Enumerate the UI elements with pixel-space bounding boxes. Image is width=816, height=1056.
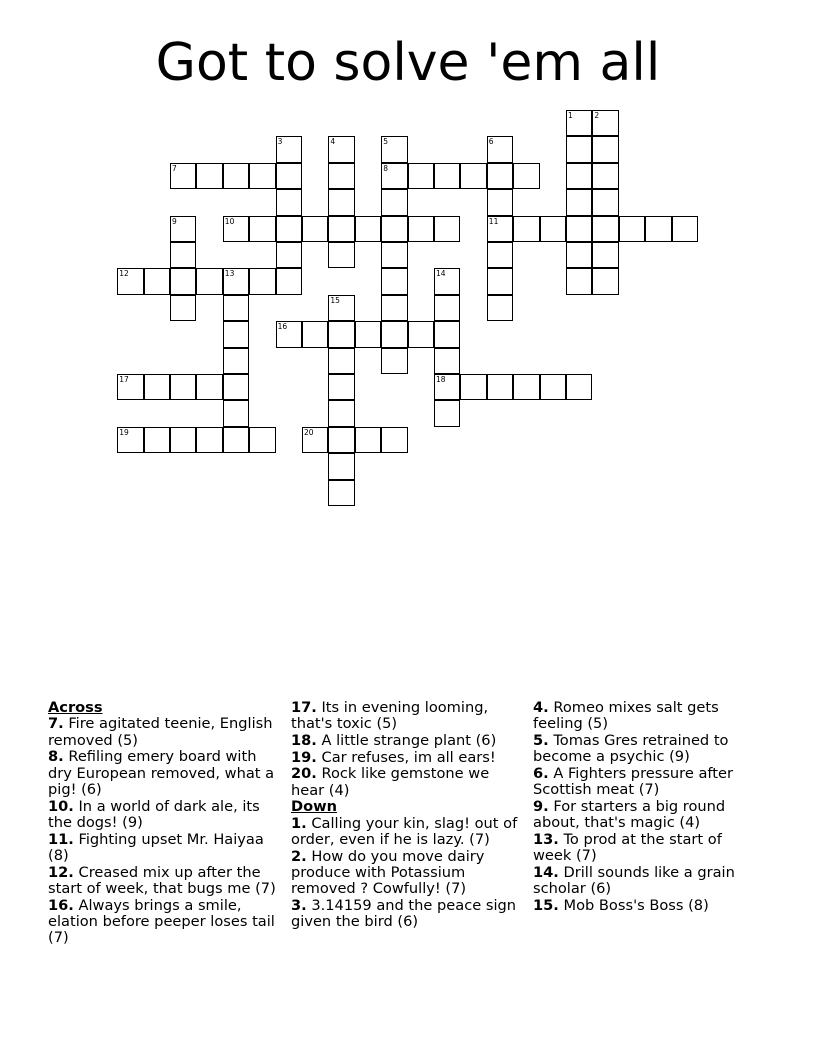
grid-cell[interactable] bbox=[302, 216, 328, 242]
clue-number: 11. bbox=[48, 830, 74, 848]
puzzle-title: Got to solve 'em all bbox=[155, 33, 661, 93]
across-clue bbox=[291, 750, 523, 766]
grid-cell[interactable] bbox=[381, 216, 407, 242]
across-clue bbox=[48, 865, 280, 898]
grid-cell[interactable] bbox=[434, 216, 460, 242]
grid-cell[interactable] bbox=[328, 295, 354, 321]
grid-cell[interactable] bbox=[487, 374, 513, 400]
grid-cell[interactable] bbox=[566, 374, 592, 400]
grid-cell[interactable] bbox=[249, 216, 275, 242]
grid-cell[interactable] bbox=[302, 427, 328, 453]
grid-cell[interactable] bbox=[276, 242, 302, 268]
grid-cell[interactable] bbox=[117, 374, 143, 400]
grid-cell[interactable] bbox=[355, 321, 381, 347]
grid-cell[interactable] bbox=[223, 295, 249, 321]
clue-text: Mob Boss's Boss (8) bbox=[563, 896, 709, 914]
clue-text: Romeo mixes salt gets feeling (5) bbox=[533, 699, 719, 733]
clue-number: 12. bbox=[48, 863, 74, 881]
grid-cell[interactable] bbox=[566, 189, 592, 215]
grid-cell[interactable] bbox=[328, 163, 354, 189]
down-clue bbox=[533, 799, 763, 832]
cell-number: 8 bbox=[383, 163, 388, 173]
grid-cell[interactable] bbox=[381, 136, 407, 162]
grid-cell[interactable] bbox=[196, 374, 222, 400]
grid-cell[interactable] bbox=[408, 216, 434, 242]
grid-cell[interactable] bbox=[513, 216, 539, 242]
grid-cell[interactable] bbox=[355, 216, 381, 242]
down-clue bbox=[291, 849, 523, 898]
grid-cell[interactable] bbox=[196, 427, 222, 453]
grid-cell[interactable] bbox=[328, 321, 354, 347]
cell-number: 1 bbox=[568, 111, 573, 120]
clue-number: 15. bbox=[533, 896, 559, 914]
grid-cell[interactable] bbox=[302, 321, 328, 347]
cell-number: 12 bbox=[119, 269, 129, 279]
grid-cell[interactable] bbox=[434, 321, 460, 347]
grid-cell[interactable] bbox=[223, 427, 249, 453]
grid-cell[interactable] bbox=[592, 189, 618, 215]
clue-number: 4. bbox=[533, 699, 549, 716]
clue-number: 19. bbox=[291, 748, 317, 766]
clue-number: 9. bbox=[533, 797, 549, 815]
grid-cell[interactable] bbox=[487, 242, 513, 268]
grid-cell[interactable] bbox=[276, 189, 302, 215]
grid-cell[interactable] bbox=[170, 295, 196, 321]
grid-cell[interactable] bbox=[144, 427, 170, 453]
across-clue bbox=[291, 733, 523, 749]
clue-text: Rock like gemstone we hear (4) bbox=[291, 765, 490, 799]
grid-cell[interactable] bbox=[513, 163, 539, 189]
cell-number: 10 bbox=[224, 216, 235, 226]
grid-cell[interactable] bbox=[381, 268, 407, 294]
cell-number: 18 bbox=[436, 375, 446, 384]
clue-text: Drill sounds like a grain scholar (6) bbox=[533, 863, 735, 898]
grid-cell[interactable] bbox=[223, 348, 249, 374]
cell-number: 14 bbox=[436, 269, 446, 279]
clue-text: Always brings a smile, elation before peeper loses tail (7) bbox=[48, 896, 275, 947]
grid-cell[interactable] bbox=[619, 216, 645, 242]
grid-cell[interactable] bbox=[487, 268, 513, 294]
crossword-grid bbox=[0, 0, 816, 520]
grid-cell[interactable] bbox=[117, 268, 143, 294]
grid-cell[interactable] bbox=[381, 242, 407, 268]
cell-number: 16 bbox=[277, 322, 288, 332]
cell-number: 19 bbox=[119, 427, 129, 437]
grid-cell[interactable] bbox=[328, 348, 354, 374]
cell-number: 9 bbox=[172, 216, 177, 226]
grid-cell[interactable] bbox=[592, 136, 618, 162]
grid-cell[interactable] bbox=[328, 480, 354, 506]
grid-cell[interactable] bbox=[566, 268, 592, 294]
clue-text: Tomas Gres retrained to become a psychic (9) bbox=[533, 731, 729, 766]
grid-cell[interactable] bbox=[408, 321, 434, 347]
grid-cell[interactable] bbox=[170, 427, 196, 453]
grid-cell[interactable] bbox=[249, 163, 275, 189]
clue-number: 14. bbox=[533, 863, 559, 881]
clue-number: 20. bbox=[291, 765, 317, 783]
grid-cell[interactable] bbox=[645, 216, 671, 242]
grid-cell[interactable] bbox=[328, 427, 354, 453]
grid-cell[interactable] bbox=[672, 216, 698, 242]
clue-text: Creased mix up after the start of week, that bugs me (7) bbox=[48, 863, 276, 897]
grid-cell[interactable] bbox=[566, 216, 592, 242]
cell-number: 20 bbox=[304, 427, 314, 437]
grid-cell[interactable] bbox=[434, 374, 460, 400]
grid-cell[interactable] bbox=[223, 374, 249, 400]
grid-cell[interactable] bbox=[381, 348, 407, 374]
across-clue bbox=[48, 799, 280, 832]
grid-cell[interactable] bbox=[434, 295, 460, 321]
clue-column-right bbox=[533, 700, 763, 915]
clue-text: To prod at the start of week (7) bbox=[533, 830, 722, 865]
cell-number: 13 bbox=[224, 269, 235, 279]
down-clue bbox=[291, 816, 523, 849]
grid-cell[interactable] bbox=[117, 427, 143, 453]
grid-cell[interactable] bbox=[381, 295, 407, 321]
grid-cell[interactable] bbox=[592, 242, 618, 268]
clue-text: For starters a big round about, that's magic (4) bbox=[533, 797, 726, 832]
clue-number: 7. bbox=[48, 715, 64, 733]
grid-cell[interactable] bbox=[223, 216, 249, 242]
clue-text: A little strange plant (6) bbox=[321, 731, 497, 749]
grid-cell[interactable] bbox=[592, 110, 618, 136]
clue-column-middle bbox=[291, 700, 523, 931]
down-clue bbox=[533, 898, 763, 914]
grid-cell[interactable] bbox=[381, 321, 407, 347]
grid-cell[interactable] bbox=[223, 268, 249, 294]
across-clue bbox=[48, 898, 280, 947]
cell-number: 2 bbox=[594, 111, 600, 120]
grid-cell[interactable] bbox=[381, 427, 407, 453]
clue-number: 16. bbox=[48, 896, 74, 914]
grid-cell[interactable] bbox=[381, 189, 407, 215]
cell-number: 4 bbox=[330, 137, 336, 147]
grid-cell[interactable] bbox=[196, 268, 222, 294]
clue-number: 6. bbox=[533, 764, 549, 782]
down-clue bbox=[533, 766, 763, 799]
down-clue bbox=[291, 898, 523, 931]
grid-cell[interactable] bbox=[355, 427, 381, 453]
clue-text: Fire agitated teenie, English removed (5) bbox=[48, 715, 273, 749]
clue-number: 8. bbox=[48, 748, 64, 766]
grid-cell[interactable] bbox=[276, 268, 302, 294]
cell-number: 11 bbox=[488, 216, 499, 226]
grid-cell[interactable] bbox=[566, 163, 592, 189]
clue-text: How do you move dairy produce with Potassium removed ? Cowfully! (7) bbox=[291, 847, 485, 898]
clue-text: Fighting upset Mr. Haiyaa (8) bbox=[48, 830, 264, 864]
cell-number: 15 bbox=[330, 295, 340, 305]
clue-column-left bbox=[48, 700, 280, 947]
grid-cell[interactable] bbox=[408, 163, 434, 189]
grid-cell[interactable] bbox=[566, 136, 592, 162]
clue-text: Calling your kin, slag! out of order, even if he is lazy. (7) bbox=[291, 814, 518, 848]
grid-cell[interactable] bbox=[566, 110, 592, 136]
grid-cell[interactable] bbox=[487, 295, 513, 321]
grid-cell[interactable] bbox=[566, 242, 592, 268]
cell-number: 17 bbox=[119, 375, 129, 384]
clue-number: 3. bbox=[291, 896, 307, 914]
cell-number: 5 bbox=[383, 137, 388, 147]
clue-number: 17. bbox=[291, 699, 317, 716]
grid-cell[interactable] bbox=[592, 216, 618, 242]
across-clue bbox=[48, 749, 280, 798]
grid-cell[interactable] bbox=[328, 216, 354, 242]
grid-cell[interactable] bbox=[170, 216, 196, 242]
grid-cell[interactable] bbox=[276, 163, 302, 189]
clue-text: 3.14159 and the peace sign given the bird (6) bbox=[291, 896, 517, 931]
cell-number: 3 bbox=[277, 137, 283, 147]
clue-number: 13. bbox=[533, 830, 559, 848]
grid-cell[interactable] bbox=[170, 242, 196, 268]
grid-cell[interactable] bbox=[144, 374, 170, 400]
across-clue bbox=[48, 716, 280, 749]
down-clue bbox=[533, 832, 763, 865]
down-heading: Down bbox=[291, 798, 338, 816]
grid-cell[interactable] bbox=[196, 163, 222, 189]
grid-cell[interactable] bbox=[487, 216, 513, 242]
grid-cell[interactable] bbox=[487, 136, 513, 162]
clue-text: In a world of dark ale, its the dogs! (9) bbox=[48, 797, 260, 831]
grid-cell[interactable] bbox=[434, 348, 460, 374]
across-clue bbox=[291, 700, 523, 733]
grid-cell[interactable] bbox=[276, 216, 302, 242]
grid-cell[interactable] bbox=[249, 268, 275, 294]
cell-number: 7 bbox=[172, 163, 177, 173]
grid-cell[interactable] bbox=[540, 216, 566, 242]
grid-cell[interactable] bbox=[487, 189, 513, 215]
grid-cell[interactable] bbox=[328, 374, 354, 400]
clue-number: 10. bbox=[48, 797, 74, 815]
grid-cell[interactable] bbox=[170, 163, 196, 189]
grid-cell[interactable] bbox=[223, 400, 249, 426]
grid-cell[interactable] bbox=[434, 163, 460, 189]
across-clue bbox=[48, 832, 280, 865]
clue-text: Car refuses, im all ears! bbox=[321, 748, 496, 766]
grid-cell[interactable] bbox=[487, 163, 513, 189]
down-clue bbox=[533, 733, 763, 766]
grid-cell[interactable] bbox=[170, 374, 196, 400]
grid-cell[interactable] bbox=[592, 163, 618, 189]
clue-text: A Fighters pressure after Scottish meat (7) bbox=[533, 764, 734, 799]
grid-cell[interactable] bbox=[460, 374, 486, 400]
grid-cell[interactable] bbox=[249, 427, 275, 453]
clue-number: 5. bbox=[533, 731, 549, 749]
grid-cell[interactable] bbox=[381, 163, 407, 189]
grid-cell[interactable] bbox=[434, 268, 460, 294]
grid-cell[interactable] bbox=[328, 400, 354, 426]
grid-cell[interactable] bbox=[144, 268, 170, 294]
grid-cell[interactable] bbox=[540, 374, 566, 400]
grid-cell[interactable] bbox=[276, 136, 302, 162]
clue-text: Its in evening looming, that's toxic (5) bbox=[291, 699, 489, 733]
clue-number: 2. bbox=[291, 847, 307, 865]
cell-number: 6 bbox=[488, 137, 494, 147]
clue-number: 1. bbox=[291, 814, 307, 832]
grid-cell[interactable] bbox=[170, 268, 196, 294]
grid-cell[interactable] bbox=[328, 453, 354, 479]
grid-cell[interactable] bbox=[328, 136, 354, 162]
grid-cell[interactable] bbox=[434, 400, 460, 426]
grid-cell[interactable] bbox=[223, 163, 249, 189]
grid-cell[interactable] bbox=[460, 163, 486, 189]
across-heading: Across bbox=[48, 699, 103, 716]
down-clue bbox=[533, 700, 763, 733]
grid-cell[interactable] bbox=[328, 189, 354, 215]
across-clue bbox=[291, 766, 523, 799]
grid-cell[interactable] bbox=[328, 242, 354, 268]
grid-cell[interactable] bbox=[276, 321, 302, 347]
grid-cell[interactable] bbox=[513, 374, 539, 400]
grid-cell[interactable] bbox=[592, 268, 618, 294]
clue-text: Refiling emery board with dry European removed, what a pig! (6) bbox=[48, 748, 275, 798]
grid-cell[interactable] bbox=[223, 321, 249, 347]
clue-number: 18. bbox=[291, 731, 317, 749]
down-clue bbox=[533, 865, 763, 898]
